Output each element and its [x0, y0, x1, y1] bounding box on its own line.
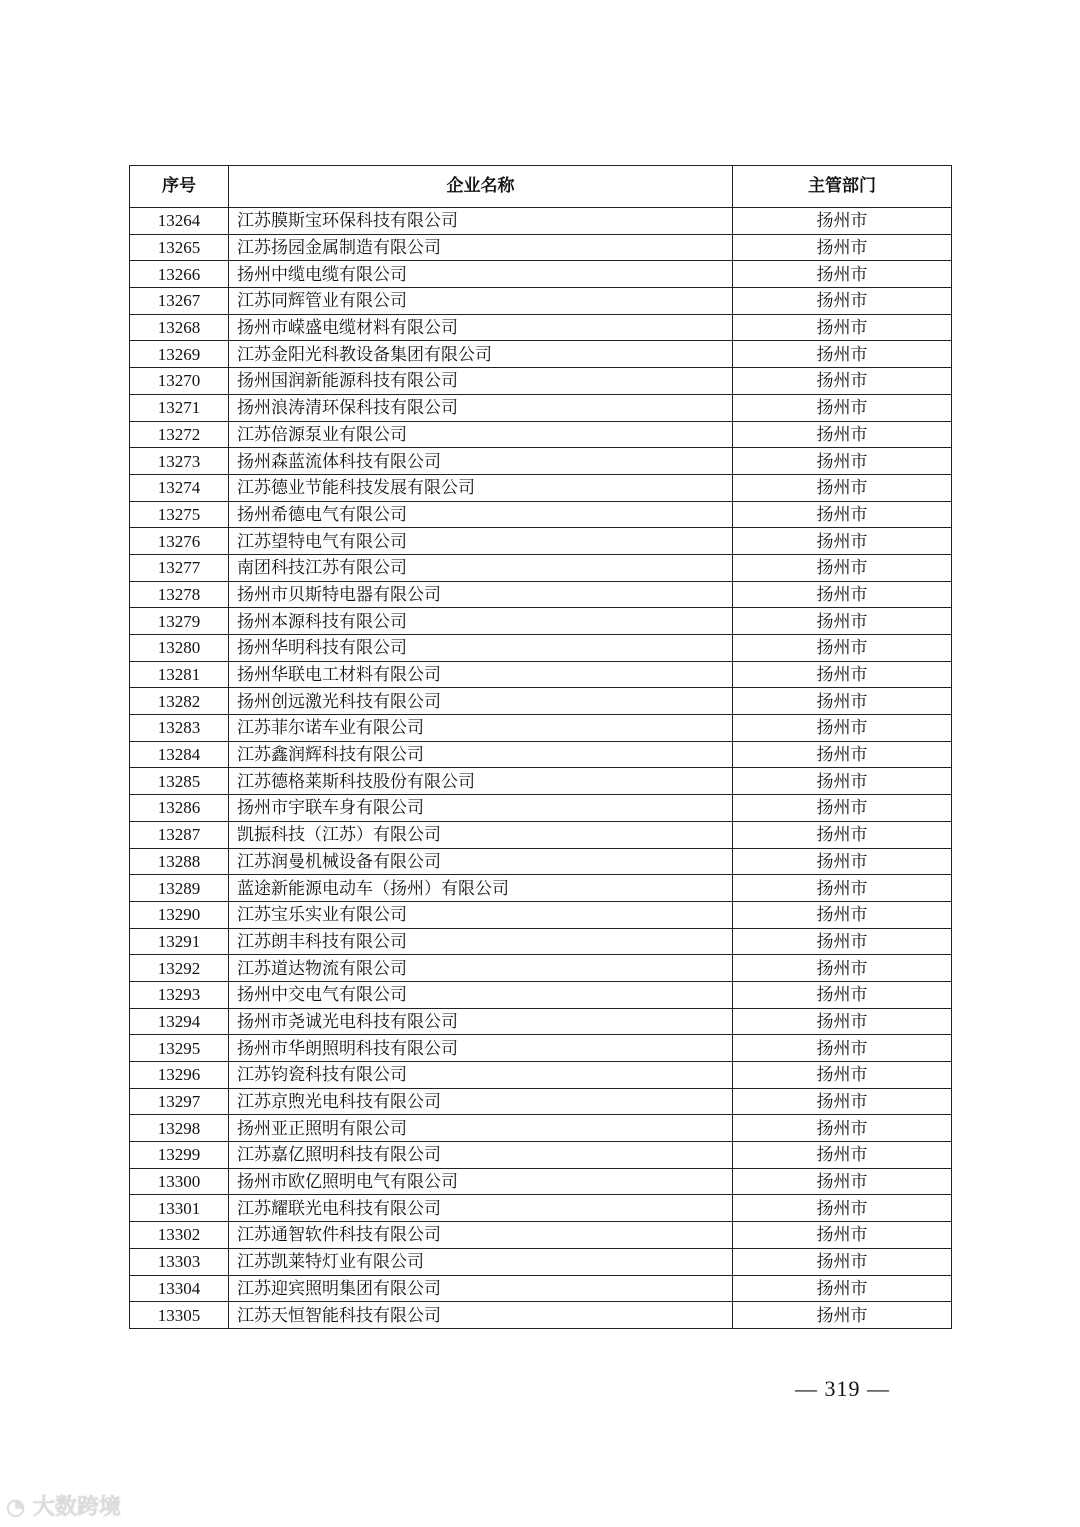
serial-cell: 13272 — [130, 421, 229, 448]
table-row — [130, 528, 952, 555]
table-row — [130, 1008, 952, 1035]
table-row — [130, 981, 952, 1008]
department-cell: 扬州市 — [733, 768, 952, 795]
company-name-cell: 江苏京煦光电科技有限公司 — [229, 1088, 733, 1115]
serial-cell: 13277 — [130, 554, 229, 581]
table-row — [130, 1168, 952, 1195]
serial-cell: 13287 — [130, 821, 229, 848]
company-name-cell: 扬州中缆电缆有限公司 — [229, 261, 733, 288]
serial-cell: 13281 — [130, 661, 229, 688]
company-name-cell: 江苏通智软件科技有限公司 — [229, 1222, 733, 1249]
department-cell: 扬州市 — [733, 688, 952, 715]
company-name-cell: 扬州创远激光科技有限公司 — [229, 688, 733, 715]
table-row — [130, 1248, 952, 1275]
company-name-cell: 扬州市宇联车身有限公司 — [229, 795, 733, 822]
serial-cell: 13293 — [130, 981, 229, 1008]
serial-cell: 13280 — [130, 635, 229, 662]
serial-cell: 13288 — [130, 848, 229, 875]
company-name-cell: 扬州国润新能源科技有限公司 — [229, 368, 733, 395]
department-cell: 扬州市 — [733, 1008, 952, 1035]
table-row — [130, 208, 952, 235]
table-row — [130, 394, 952, 421]
serial-cell: 13299 — [130, 1142, 229, 1169]
company-name-cell: 江苏嘉亿照明科技有限公司 — [229, 1142, 733, 1169]
table-body — [130, 208, 952, 1329]
table-row — [130, 688, 952, 715]
watermark-logo: ◔ 大数跨境 — [6, 1495, 121, 1520]
serial-cell: 13304 — [130, 1275, 229, 1302]
company-name-cell: 扬州市华朗照明科技有限公司 — [229, 1035, 733, 1062]
company-name-cell: 扬州市嵘盛电缆材料有限公司 — [229, 314, 733, 341]
serial-cell: 13305 — [130, 1302, 229, 1329]
table-row — [130, 368, 952, 395]
table-row — [130, 288, 952, 315]
table-row — [130, 581, 952, 608]
department-cell: 扬州市 — [733, 1275, 952, 1302]
company-name-cell: 江苏望特电气有限公司 — [229, 528, 733, 555]
department-cell: 扬州市 — [733, 1088, 952, 1115]
serial-cell: 13278 — [130, 581, 229, 608]
serial-cell: 13283 — [130, 715, 229, 742]
serial-cell: 13266 — [130, 261, 229, 288]
company-name-cell: 江苏道达物流有限公司 — [229, 955, 733, 982]
company-name-cell: 江苏倍源泵业有限公司 — [229, 421, 733, 448]
department-cell: 扬州市 — [733, 1222, 952, 1249]
table-row — [130, 901, 952, 928]
company-name-cell: 江苏扬园金属制造有限公司 — [229, 234, 733, 261]
company-name-cell: 凯振科技（江苏）有限公司 — [229, 821, 733, 848]
department-cell: 扬州市 — [733, 208, 952, 235]
company-name-cell: 扬州森蓝流体科技有限公司 — [229, 448, 733, 475]
company-name-cell: 扬州希德电气有限公司 — [229, 501, 733, 528]
company-name-cell: 扬州华联电工材料有限公司 — [229, 661, 733, 688]
department-cell: 扬州市 — [733, 581, 952, 608]
table-row — [130, 1142, 952, 1169]
table-row — [130, 1062, 952, 1089]
serial-cell: 13292 — [130, 955, 229, 982]
table-header-row — [130, 166, 952, 208]
department-cell: 扬州市 — [733, 661, 952, 688]
department-cell: 扬州市 — [733, 901, 952, 928]
serial-cell: 13289 — [130, 875, 229, 902]
serial-cell: 13300 — [130, 1168, 229, 1195]
serial-cell: 13294 — [130, 1008, 229, 1035]
company-name-cell: 扬州亚正照明有限公司 — [229, 1115, 733, 1142]
table-row — [130, 635, 952, 662]
table-row — [130, 821, 952, 848]
company-name-cell: 江苏德业节能科技发展有限公司 — [229, 474, 733, 501]
company-name-cell: 江苏迎宾照明集团有限公司 — [229, 1275, 733, 1302]
company-name-cell: 江苏朗丰科技有限公司 — [229, 928, 733, 955]
department-cell: 扬州市 — [733, 608, 952, 635]
company-name-cell: 江苏钧瓷科技有限公司 — [229, 1062, 733, 1089]
table-row — [130, 314, 952, 341]
company-name-cell: 扬州华明科技有限公司 — [229, 635, 733, 662]
serial-cell: 13303 — [130, 1248, 229, 1275]
table-row — [130, 1195, 952, 1222]
table-row — [130, 1275, 952, 1302]
serial-cell: 13298 — [130, 1115, 229, 1142]
header-serial: 序号 — [130, 166, 229, 208]
serial-cell: 13269 — [130, 341, 229, 368]
department-cell: 扬州市 — [733, 474, 952, 501]
serial-cell: 13265 — [130, 234, 229, 261]
department-cell: 扬州市 — [733, 448, 952, 475]
company-name-cell: 江苏金阳光科教设备集团有限公司 — [229, 341, 733, 368]
company-name-cell: 扬州中交电气有限公司 — [229, 981, 733, 1008]
department-cell: 扬州市 — [733, 635, 952, 662]
serial-cell: 13270 — [130, 368, 229, 395]
department-cell: 扬州市 — [733, 1142, 952, 1169]
serial-cell: 13264 — [130, 208, 229, 235]
company-name-cell: 江苏菲尔诺车业有限公司 — [229, 715, 733, 742]
header-company-name: 企业名称 — [229, 166, 733, 208]
department-cell: 扬州市 — [733, 821, 952, 848]
table-row — [130, 341, 952, 368]
table-row — [130, 741, 952, 768]
company-name-cell: 蓝途新能源电动车（扬州）有限公司 — [229, 875, 733, 902]
serial-cell: 13301 — [130, 1195, 229, 1222]
department-cell: 扬州市 — [733, 1302, 952, 1329]
table-row — [130, 875, 952, 902]
serial-cell: 13276 — [130, 528, 229, 555]
department-cell: 扬州市 — [733, 394, 952, 421]
department-cell: 扬州市 — [733, 981, 952, 1008]
company-name-cell: 江苏同辉管业有限公司 — [229, 288, 733, 315]
department-cell: 扬州市 — [733, 554, 952, 581]
serial-cell: 13291 — [130, 928, 229, 955]
serial-cell: 13297 — [130, 1088, 229, 1115]
table-row — [130, 715, 952, 742]
department-cell: 扬州市 — [733, 1062, 952, 1089]
department-cell: 扬州市 — [733, 501, 952, 528]
serial-cell: 13302 — [130, 1222, 229, 1249]
company-name-cell: 江苏鑫润辉科技有限公司 — [229, 741, 733, 768]
company-name-cell: 江苏宝乐实业有限公司 — [229, 901, 733, 928]
company-name-cell: 扬州本源科技有限公司 — [229, 608, 733, 635]
department-cell: 扬州市 — [733, 528, 952, 555]
watermark-text: 大数跨境 — [32, 1495, 121, 1520]
table-row — [130, 848, 952, 875]
table-row — [130, 474, 952, 501]
serial-cell: 13286 — [130, 795, 229, 822]
table-row — [130, 1035, 952, 1062]
company-name-cell: 扬州浪涛清环保科技有限公司 — [229, 394, 733, 421]
department-cell: 扬州市 — [733, 955, 952, 982]
company-name-cell: 扬州市尧诚光电科技有限公司 — [229, 1008, 733, 1035]
department-cell: 扬州市 — [733, 928, 952, 955]
table-row — [130, 501, 952, 528]
company-name-cell: 江苏天恒智能科技有限公司 — [229, 1302, 733, 1329]
serial-cell: 13290 — [130, 901, 229, 928]
serial-cell: 13271 — [130, 394, 229, 421]
table-row — [130, 234, 952, 261]
department-cell: 扬州市 — [733, 1115, 952, 1142]
serial-cell: 13273 — [130, 448, 229, 475]
table-row — [130, 795, 952, 822]
company-name-cell: 江苏德格莱斯科技股份有限公司 — [229, 768, 733, 795]
header-department: 主管部门 — [733, 166, 952, 208]
department-cell: 扬州市 — [733, 795, 952, 822]
department-cell: 扬州市 — [733, 1035, 952, 1062]
table-row — [130, 955, 952, 982]
table-row — [130, 928, 952, 955]
table-row — [130, 1088, 952, 1115]
company-name-cell: 江苏润曼机械设备有限公司 — [229, 848, 733, 875]
department-cell: 扬州市 — [733, 1195, 952, 1222]
table-row — [130, 1115, 952, 1142]
table-row — [130, 261, 952, 288]
serial-cell: 13285 — [130, 768, 229, 795]
company-name-cell: 江苏膜斯宝环保科技有限公司 — [229, 208, 733, 235]
department-cell: 扬州市 — [733, 288, 952, 315]
serial-cell: 13268 — [130, 314, 229, 341]
department-cell: 扬州市 — [733, 741, 952, 768]
serial-cell: 13279 — [130, 608, 229, 635]
serial-cell: 13282 — [130, 688, 229, 715]
department-cell: 扬州市 — [733, 234, 952, 261]
department-cell: 扬州市 — [733, 314, 952, 341]
table-row — [130, 1302, 952, 1329]
serial-cell: 13275 — [130, 501, 229, 528]
page-number: — 319 — — [795, 1376, 890, 1401]
serial-cell: 13284 — [130, 741, 229, 768]
department-cell: 扬州市 — [733, 875, 952, 902]
company-name-cell: 江苏凯莱特灯业有限公司 — [229, 1248, 733, 1275]
company-name-cell: 扬州市欧亿照明电气有限公司 — [229, 1168, 733, 1195]
table-row — [130, 1222, 952, 1249]
department-cell: 扬州市 — [733, 368, 952, 395]
department-cell: 扬州市 — [733, 341, 952, 368]
department-cell: 扬州市 — [733, 715, 952, 742]
table-row — [130, 661, 952, 688]
table-row — [130, 608, 952, 635]
department-cell: 扬州市 — [733, 848, 952, 875]
company-name-cell: 南团科技江苏有限公司 — [229, 554, 733, 581]
table-row — [130, 768, 952, 795]
enterprise-table — [129, 165, 952, 1329]
department-cell: 扬州市 — [733, 1168, 952, 1195]
serial-cell: 13274 — [130, 474, 229, 501]
table-row — [130, 421, 952, 448]
department-cell: 扬州市 — [733, 421, 952, 448]
serial-cell: 13296 — [130, 1062, 229, 1089]
serial-cell: 13267 — [130, 288, 229, 315]
table-row — [130, 448, 952, 475]
company-name-cell: 扬州市贝斯特电器有限公司 — [229, 581, 733, 608]
serial-cell: 13295 — [130, 1035, 229, 1062]
department-cell: 扬州市 — [733, 1248, 952, 1275]
table-row — [130, 554, 952, 581]
company-name-cell: 江苏耀联光电科技有限公司 — [229, 1195, 733, 1222]
department-cell: 扬州市 — [733, 261, 952, 288]
